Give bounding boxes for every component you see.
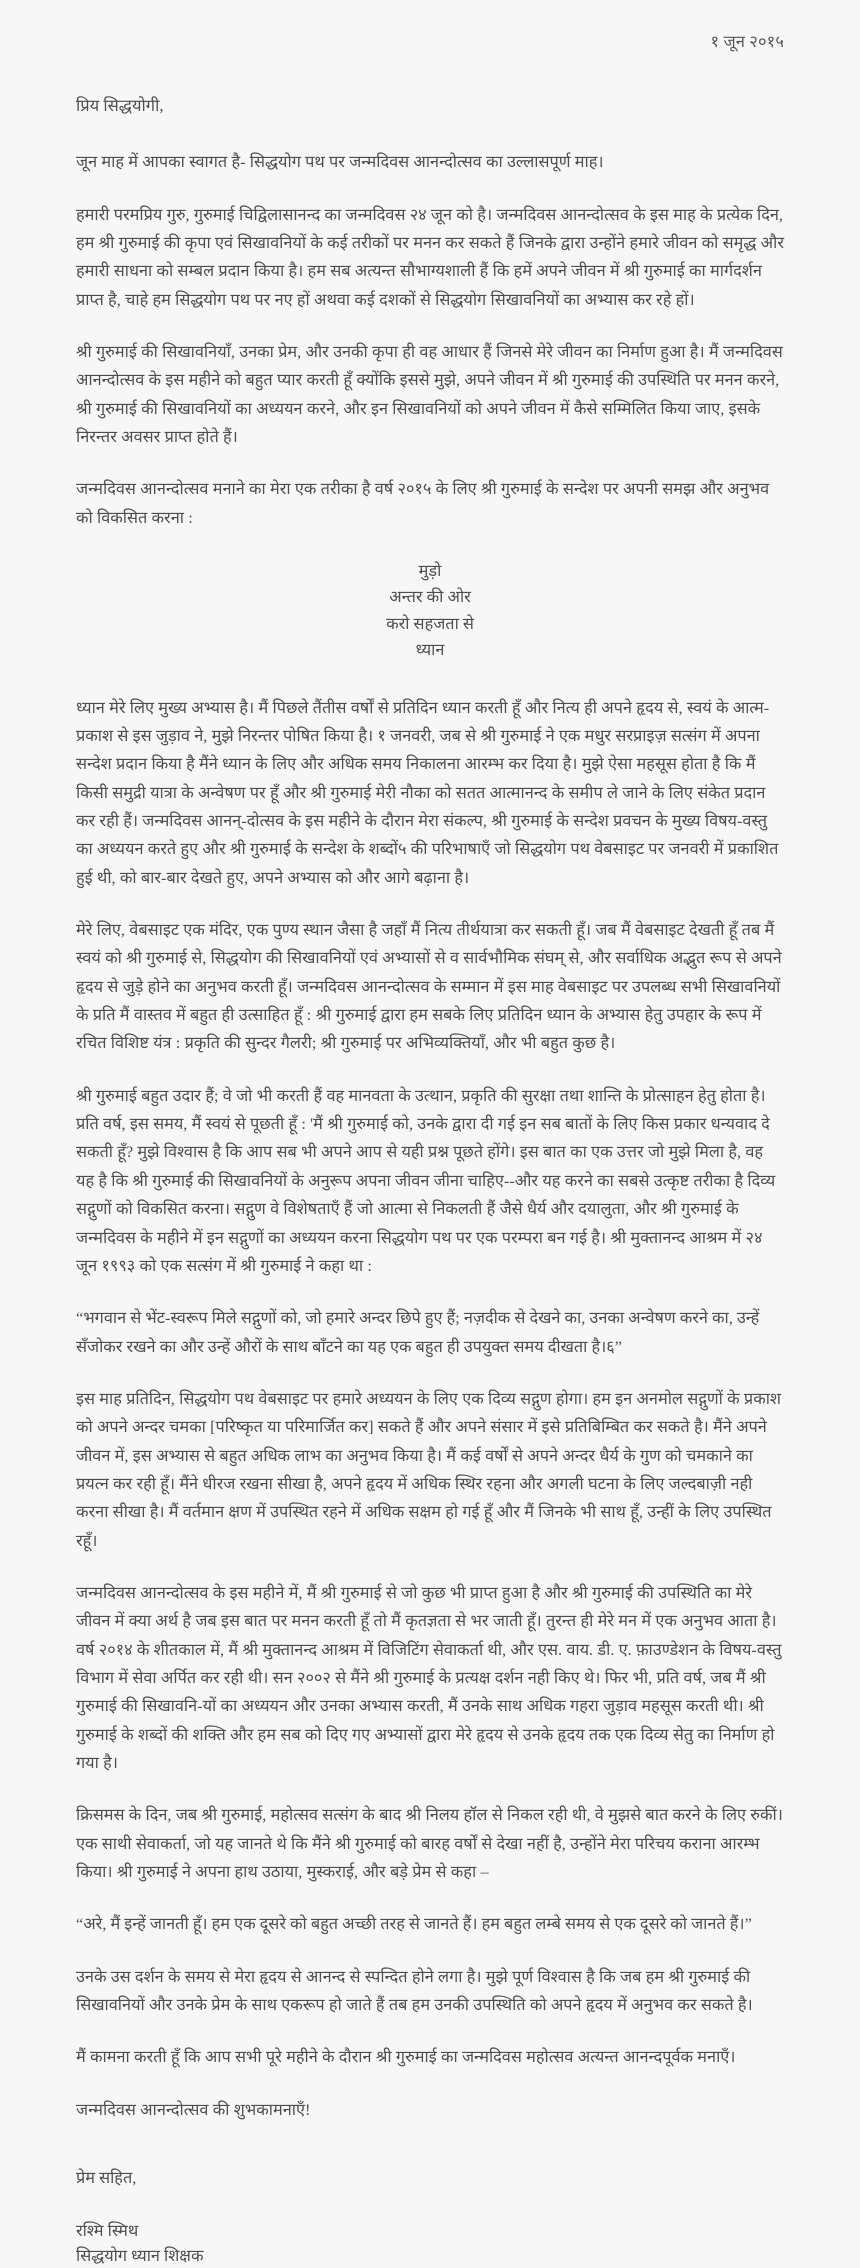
verse-line-1: मुड़ो [418,561,442,581]
verse-line-4: ध्यान [415,640,445,660]
signature-title: सिद्धयोग ध्यान शिक्षक [76,2246,204,2266]
paragraph-good-wishes: मैं कामना करती हूँ कि आप सभी पूरे महीने के दौरान श्री गुरुमाई का जन्मदिवस महोत्सव अत्यन्त आनन्दपूर्वक मनाएँ। [76,2047,736,2067]
verse-line-3: करो सहजता से [386,613,474,633]
paragraph-christmas-darshan: क्रिसमस के दिन, जब श्री गुरुमाई, महोत्सव सत्संग के बाद श्री निलय हॉल से निकल रही थी, वे मुझसे बात करने के लिए रुकीं। एक साथी सेवाकर्ता, जो यह जानते थे कि मैंने श्री गुरुमाई को बारह वर्षों से देखा नहीं है, उन्होंने मेरा परिचय कराना आरम्भ किया। श्री गुरुमाई ने अपना हाथ उठाया, मुस्कराई, और बड़े प्रेम से कहा – [76,1805,783,1882]
paragraph-teachings-foundation: श्री गुरुमाई की सिखावनियाँ, उनका प्रेम, और उनकी कृपा ही वह आधार हैं जिनसे मेरे जीवन का निर्माण हुआ है। मैं जन्मदिवस आनन्दोत्सव के इस महीने को बहुत प्यार करती हूँ क्योंकि इससे मुझे, अपने जीवन में श्री गुरुमाई की उपस्थिति पर मनन करने, श्री गुरुमाई की सिखावनियों का अध्ययन करने, और इन सिखावनियों को अपने जीवन में कैसे सम्मिलित किया जाए, इसके निरन्तर अवसर प्राप्त होते हैं। [76,342,783,447]
verse-line-2: अन्तर की ओर [389,587,471,607]
paragraph-guru-birthday: हमारी परमप्रिय गुरु, गुरुमाई चिद्विलासानन्द का जन्मदिवस २४ जून को है। जन्मदिवस आनन्दोत्सव के इस माह के प्रत्येक दिन, हम श्री गुरुमाई की कृपा एवं सिखावनियों के कई तरीकों पर मनन कर सकते हैं जिनके द्वारा उन्होंने हमारे जीवन को समृद्ध और हमारी साधना को सम्बल प्रदान किया है। हम सब अत्यन्त सौभाग्यशाली हैं कि हमें अपने जीवन में श्री गुरुमाई का मार्गदर्शन प्राप्त है, चाहे हम सिद्धयोग पथ पर नए हों अथवा कई दशकों से सिद्धयोग सिखावनियों का अभ्यास कर रहे हों। [76,204,784,309]
letter-salutation: प्रिय सिद्धयोगी, [76,95,164,115]
quotation-gurumayi-1993: “भगवान से भेंट-स्वरूप मिले सद्गुणों को, जो हमारे अन्दर छिपे हुए हैं; नज़दीक से देखने का, उनका अन्वेषण करने का, उन्हें सँजोकर रखने का और उन्हें औरों के साथ बाँटने का यह एक बहुत ही उपयुक्त समय दीखता है।६” [76,1308,760,1356]
paragraph-virtues-tradition: श्री गुरुमाई बहुत उदार हैं; वे जो भी करती हैं वह मानवता के उत्थान, प्रकृति की सुरक्षा तथा शान्ति के प्रोत्साहन हेतु होता है। प्रति वर्ष, इस समय, मैं स्वयं से पूछती हूँ : 'मैं श्री गुरुमाई को, उनके द्वारा दी गई इन सब बातों के लिए किस प्रकार धन्यवाद दे सकती हूँ? मुझे विश्वास है कि आप सब भी अपने आप से यही प्रश्न पूछते होंगे। इस बात का एक उत्तर जो मुझे मिला है, वह यह है कि श्री गुरुमाई की सिखावनियों के अनुरूप अपना जीवन जीना चाहिए--और यह करने का सबसे उत्कृष्ट तरीका है दिव्य सद्गुणों को विकसित करना। सद्गुण वे विशेषताएँ हैं जो आत्मा से निकलती हैं जैसे धैर्य और दयालुता, और श्री गुरुमाई के जन्मदिवस के महीने में इन सद्गुणों का अध्ययन करना सिद्धयोग पथ पर एक परम्परा बन गई है। श्री मुक्तानन्द आश्रम में २४ जून १९९३ को एक सत्संग में श्री गुरुमाई ने कहा था : [76,1085,776,1275]
paragraph-heart-pulsing: उनके उस दर्शन के समय से मेरा हृदय से आनन्द से स्पन्दित होने लगा है। मुझे पूर्ण विश्वास है कि जब हम श्री गुरुमाई की सिखावनियों और उनके प्रेम के साथ एकरूप हो जाते हैं तब हम उनकी उपस्थिति को अपने हृदय में अनुभव कर सकते है। [76,1966,753,2015]
paragraph-website-temple: मेरे लिए, वेबसाइट एक मंदिर, एक पुण्य स्थान जैसा है जहाँ मैं नित्य तीर्थयात्रा कर सकती हूँ। जब मैं वेबसाइट देखती हूँ तब मैं स्वयं को श्री गुरुमाई से, सिद्धयोग की सिखावनियों एवं अभ्यासों से व सार्वभौमिक संघम् से, और सर्वाधिक अद्भुत रूप से अपने हृदय से जुड़े होने का अनुभव करती हूँ। जन्मदिवस आनन्दोत्सव के सम्मान में इस माह वेबसाइट पर उपलब्ध सभी सिखावनियों के प्रति मैं वास्तव में बहुत ही उत्साहित हूँ : श्री गुरुमाई द्वारा हम सबके लिए प्रतिदिन ध्यान के अभ्यास हेतु उपहार के रूप में रचित विशिष्ट यंत्र : प्रकृति की सुन्दर गैलरी; श्री गुरुमाई पर अभिव्यक्तियाँ, और भी बहुत कुछ है। [76,920,782,1053]
letter-date: १ जून २०१५ [710,32,784,51]
quotation-gurumayi-christmas: “अरे, मैं इन्हें जानती हूँ। हम एक दूसरे को बहुत अच्छी तरह से जानते हैं। हम बहुत लम्बे समय से एक दूसरे को जानते हैं।” [76,1914,752,1934]
letter-content [76,0,784,2268]
paragraph-daily-virtue: इस माह प्रतिदिन, सिद्धयोग पथ वेबसाइट पर हमारे अध्ययन के लिए एक दिव्य सद्गुण होगा। हम इन अनमोल सद्गुणों के प्रकाश को अपने अन्दर चमका [परिष्कृत या परिमार्जित कर] सकते हैं और अपने संसार में इसे प्रतिबिम्बित कर सकते है। मैंने अपने जीवन में, इस अभ्यास से बहुत अधिक लाभ का अनुभव किया है। मैं कई वर्षों से अपने अन्दर धैर्य के गुण को चमकाने का प्रयत्न कर रही हूँ। मैंने धीरज रखना सीखा है, अपने हृदय में अधिक स्थिर रहना और अगली घटना के लिए जल्दबाज़ी नही करना सीखा है। मैं वर्तमान क्षण में उपस्थित रहने में अधिक सक्षम हो गई हूँ और मैं जिनके भी साथ हूँ, उन्हीं के लिए उपस्थित रहूँ। [76,1388,781,1550]
closing-salutation: प्रेम सहित, [76,2168,137,2188]
letter-closing [76,2164,784,2268]
paragraph-birthday-greetings: जन्मदिवस आनन्दोत्सव की शुभकामनाएँ! [76,2099,311,2119]
signature-name: रश्मि स्मिथ [76,2220,139,2240]
paragraph-meditation-practice: ध्यान मेरे लिए मुख्य अभ्यास है। मैं पिछले तैंतीस वर्षों से प्रतिदिन ध्यान करती हूँ और नित्य ही अपने हृदय से, स्वयं के आत्म-प्रकाश से इस जुड़ाव ने, मुझे निरन्तर पोषित किया है। १ जनवरी, जब से श्री गुरुमाई ने एक मधुर सरप्राइज़ सत्संग में अपना सन्देश प्रदान किया है मैंने ध्यान के लिए और अधिक समय निकालना आरम्भ कर दिया है। मुझे ऐसा महसूस होता है कि मैं किसी समुद्री यात्रा के अन्वेषण पर हूँ और श्री गुरुमाई मेरी नौका को सतत आत्मानन्द के समीप ले जाने के लिए संकेत प्रदान कर रही हैं। जन्मदिवस आनन्-दोत्सव के इस महीने के दौरान मेरा संकल्प, श्री गुरुमाई के सन्देश प्रवचन के मुख्य विषय-वस्तु का अध्ययन करते हुए और श्री गुरुमाई के सन्देश के शब्दों५ की परिभाषाएँ जो सिद्धयोग पथ वेबसाइट पर जनवरी में प्रकाशित हुई थी, को बार-बार देखते हुए, अपने अभ्यास को और आगे बढ़ाना है। [76,697,779,887]
paragraph-gratitude-experience: जन्मदिवस आनन्दोत्सव के इस महीने में, मैं श्री गुरुमाई से जो कुछ भी प्राप्त हुआ है और श्री गुरुमाई की उपस्थिति का मेरे जीवन में क्या अर्थ है जब इस बात पर मनन करती हूँ तो मैं कृतज्ञता से भर जाती हूँ। तुरन्त ही मेरे मन में एक अनुभव आता है। वर्ष २०१४ के शीतकाल में, मैं श्री मुक्तानन्द आश्रम में विजिटिंग सेवाकर्ता थी, और एस. वाय. डी. ए. फ़ाउण्डेशन के विषय-वस्तु विभाग में सेवा अर्पित कर रही थी। सन २००२ से मैंने श्री गुरुमाई के प्रत्यक्ष दर्शन नही किए थे। फिर भी, प्रति वर्ष, जब मैं श्री गुरुमाई की सिखावनि-यों का अध्ययन और उनका अभ्यास करती, मैं उनके साथ अधिक गहरा जुड़ाव महसूस करती थी। श्री गुरुमाई के शब्दों की शक्ति और हम सब को दिए गए अभ्यासों द्वारा मेरे हृदय से उनके हृदय तक एक दिव्य सेतु का निर्माण हो गया है। [76,1582,782,1772]
paragraph-welcome: जून माह में आपका स्वागत है- सिद्धयोग पथ पर जन्मदिवस आनन्दोत्सव का उल्लासपूर्ण माह। [76,152,604,172]
message-verse [76,558,784,664]
paragraph-message-intro: जन्मदिवस आनन्दोत्सव मनाने का मेरा एक तरीका है वर्ष २०१५ के लिए श्री गुरुमाई के सन्देश पर अपनी समझ और अनुभव को विकसित करना : [76,479,770,527]
